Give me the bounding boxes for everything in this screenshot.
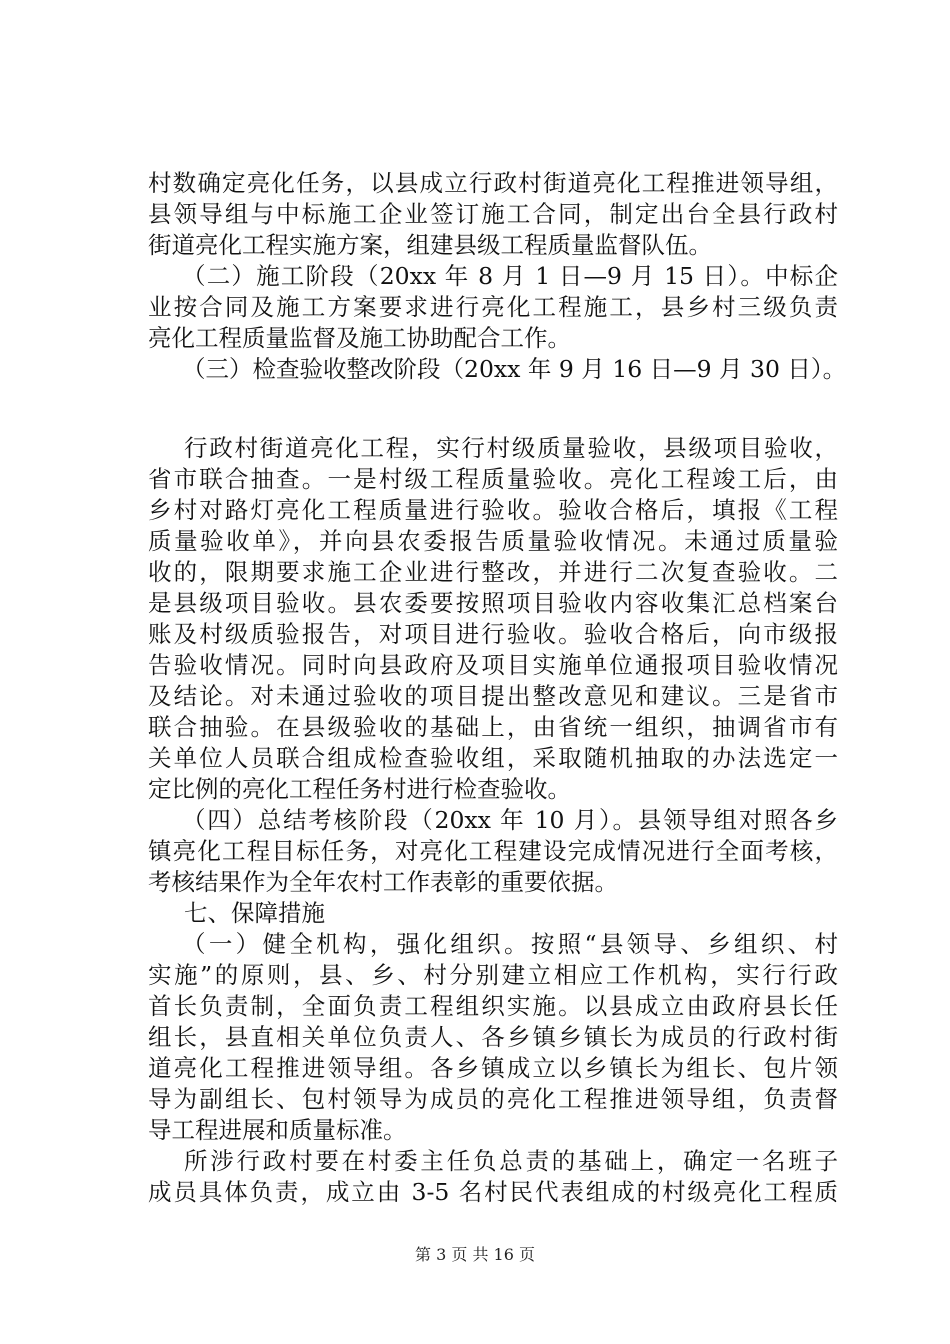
text-line: 及结论。对未通过验收的项目提出整改意见和建议。三是省市 (148, 682, 838, 710)
text-line: 组长，县直相关单位负责人、各乡镇乡镇长为成员的行政村街 (148, 1023, 838, 1051)
text-line: 镇亮化工程目标任务，对亮化工程建设完成情况进行全面考核， (148, 837, 838, 865)
text-line: 乡村对路灯亮化工程质量进行验收。验收合格后，填报《工程 (148, 496, 838, 524)
text-line: 村数确定亮化任务，以县成立行政村街道亮化工程推进领导组， (148, 169, 838, 197)
text-line: 街道亮化工程实施方案，组建县级工程质量监督队伍。 (148, 231, 712, 259)
text-line: 行政村街道亮化工程，实行村级质量验收，县级项目验收， (184, 434, 838, 462)
text-line: （四）总结考核阶段（20xx 年 10 月）。县领导组对照各乡 (182, 806, 838, 834)
text-line: 成员具体负责，成立由 3-5 名村民代表组成的村级亮化工程质 (148, 1178, 838, 1206)
text-line: 省市联合抽查。一是村级工程质量验收。亮化工程竣工后，由 (148, 465, 838, 493)
text-line: 质量验收单》，并向县农委报告质量验收情况。未通过质量验 (148, 527, 838, 555)
text-line: 定比例的亮化工程任务村进行检查验收。 (148, 775, 571, 803)
text-line: 亮化工程质量监督及施工协助配合工作。 (148, 324, 571, 352)
section-heading: 七、保障措施 (184, 899, 325, 927)
text-line: 实施”的原则，县、乡、村分别建立相应工作机构，实行行政 (148, 961, 838, 989)
text-line: 导工程进展和质量标准。 (148, 1116, 407, 1144)
text-line: （二）施工阶段（20xx 年 8 月 1 日—9 月 15 日）。中标企 (182, 262, 838, 290)
text-line: 联合抽验。在县级验收的基础上，由省统一组织，抽调省市有 (148, 713, 838, 741)
text-line: 关单位人员联合组成检查验收组，采取随机抽取的办法选定一 (148, 744, 838, 772)
text-line: 道亮化工程推进领导组。各乡镇成立以乡镇长为组长、包片领 (148, 1054, 838, 1082)
page-number-footer: 第 3 页 共 16 页 (415, 1245, 535, 1264)
text-line: 所涉行政村要在村委主任负总责的基础上，确定一名班子 (184, 1147, 838, 1175)
document-body (148, 168, 847, 1208)
text-line: 县领导组与中标施工企业签订施工合同，制定出台全县行政村 (148, 200, 838, 228)
text-line: 业按合同及施工方案要求进行亮化工程施工，县乡村三级负责 (148, 293, 838, 321)
text-line: 收的，限期要求施工企业进行整改，并进行二次复查验收。二 (148, 558, 838, 586)
paragraph-gap (148, 385, 838, 433)
text-line: 首长负责制，全面负责工程组织实施。以县成立由政府县长任 (148, 992, 838, 1020)
text-line: 告验收情况。同时向县政府及项目实施单位通报项目验收情况 (148, 651, 838, 679)
text-line: 账及村级质验报告，对项目进行验收。验收合格后，向市级报 (148, 620, 838, 648)
text-line: （三）检查验收整改阶段（20xx 年 9 月 16 日—9 月 30 日）。 (182, 355, 847, 383)
text-line: 考核结果作为全年农村工作表彰的重要依据。 (148, 868, 618, 896)
text-line: （一）健全机构，强化组织。按照“县领导、乡组织、村 (182, 930, 838, 958)
text-line: 是县级项目验收。县农委要按照项目验收内容收集汇总档案台 (148, 589, 838, 617)
text-line: 导为副组长、包村领导为成员的亮化工程推进领导组，负责督 (148, 1085, 838, 1113)
